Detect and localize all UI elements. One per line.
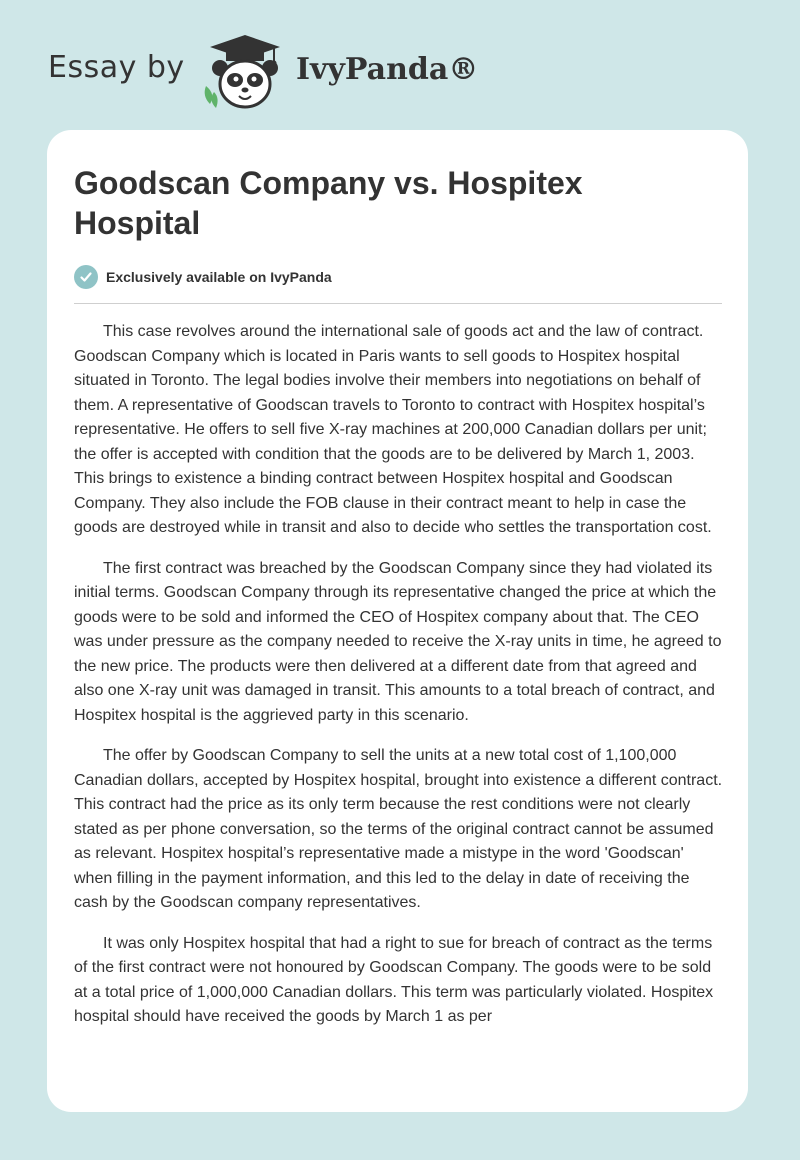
page-title: Goodscan Company vs. Hospitex Hospital: [74, 165, 583, 241]
ivypanda-brand[interactable]: IvyPanda®: [296, 52, 479, 87]
exclusive-badge: [74, 264, 332, 290]
paragraph: The offer by Goodscan Company to sell the units at a new total cost of 1,100,000 Canadian dollars, accepted by Hospitex hospital, brought into existence a different contract. This contract had the price as its only term because the rest conditions were not clearly stated as per phone conversation, so the terms of the original contract cannot be assumed as relevant. Hospitex hospital’s representative made a mistype in the word 'Goodscan' when filling in the payment information, and this led to the delay in date of receiving the cash by the Goodscan company representatives.: [74, 747, 723, 911]
check-circle-icon: [74, 265, 98, 289]
paragraph: The first contract was breached by the Goodscan Company since they had violated its initial terms. Goodscan Company through its representative changed the price at which the goods were to be sold and informed the CEO of Hospitex company about that. The CEO was under pressure as the company needed to receive the X-ray units in time, he agreed to the new price. The products were then delivered at a different date from that agreed and also one X-ray unit was damaged in transit. This amounts to a total breach of contract, and Hospitex hospital is the aggrieved party in this scenario.: [74, 559, 722, 724]
exclusive-badge-label: Exclusively available on IvyPanda: [106, 269, 332, 285]
panda-graduate-icon[interactable]: [200, 32, 290, 112]
site-header: [0, 0, 800, 130]
essay-body: [74, 320, 724, 1046]
essay-by-label: Essay by: [48, 50, 185, 85]
paragraph: This case revolves around the international sale of goods act and the law of contract. Goodscan Company which is located in Paris wants to sell goods to Hospitex hospital situated in Toronto. The legal bodies involve their members into negotiations on behalf of them. A representative of Goodscan travels to Toronto to contract with Hospitex hospital’s representative. He offers to sell five X-ray machines at 200,000 Canadian dollars per unit; the offer is accepted with condition that the goods are to be delivered by March 1, 2003. This brings to existence a binding contract between Hospitex hospital and Goodscan Company. They also include the FOB clause in their contract meant to help in case the goods are destroyed while in transit and also to decide who settles the transportation cost.: [74, 323, 712, 536]
paragraph: It was only Hospitex hospital that had a right to sue for breach of contract as the terms of the first contract were not honoured by Goodscan Company. The goods were to be sold at a total price of 1,000,000 Canadian dollars. This term was particularly violated. Hospitex hospital should have received the goods by March 1 as per: [74, 934, 714, 1025]
divider: [74, 303, 722, 304]
essay-card: [47, 130, 748, 1112]
